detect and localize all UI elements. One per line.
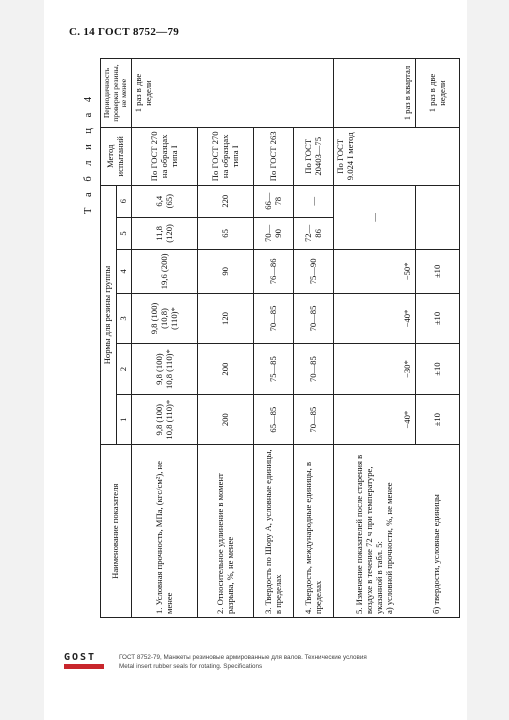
method-cell: По ГОСТ 270 на образцах типа I <box>132 128 198 186</box>
footer-title-ru: ГОСТ 8752-79, Манжеты резиновые армированные для валов. Технические условия <box>119 654 367 661</box>
value-cell: ±10 <box>416 293 460 344</box>
value-cell: — <box>334 185 416 249</box>
value-cell: 76—86 <box>254 250 294 294</box>
table-row <box>132 59 198 618</box>
value-cell: 70—85 <box>254 293 294 344</box>
group-2-header: 2 <box>116 344 132 395</box>
value-cell: 66—78 <box>254 185 294 217</box>
indicator-header: Наименование показателя <box>101 445 132 618</box>
value-cell: 200 <box>198 394 254 445</box>
value-cell: 9,8 (100) 10,8 (110)* <box>132 394 198 445</box>
value-cell: 72—86 <box>294 217 334 249</box>
gost-logo <box>64 653 104 669</box>
table-row <box>334 59 416 618</box>
value-cell: 120 <box>198 293 254 344</box>
value-cell: 11,8 (120) <box>132 217 198 249</box>
gost-logo-bar <box>64 664 104 669</box>
rotated-table-area <box>80 58 464 618</box>
value-cell: 19,6 (200) <box>132 250 198 294</box>
method-cell: По ГОСТ 270 на образцах типа I <box>198 128 254 186</box>
value-cell: 200 <box>198 344 254 395</box>
method-cell: По ГОСТ 20403—75 <box>294 128 334 186</box>
group-5-header: 5 <box>116 217 132 249</box>
period-cell: 1 раз в две недели <box>416 59 460 128</box>
value-cell: — <box>294 185 334 217</box>
page-header: С. 14 ГОСТ 8752—79 <box>69 26 180 38</box>
group-3-header: 3 <box>116 293 132 344</box>
table-row <box>294 59 334 618</box>
value-cell: 70—85 <box>294 344 334 395</box>
period-cell: 1 раз в две недели <box>132 59 334 128</box>
value-cell: ±10 <box>416 344 460 395</box>
value-cell-empty <box>416 185 460 249</box>
value-cell: 65—85 <box>254 394 294 445</box>
indicator-cell: б) твердости, условные единицы <box>416 445 460 618</box>
aging-subitem-a: а) условной прочности, %, не менее <box>383 482 394 614</box>
value-cell: 70—85 <box>294 394 334 445</box>
value-cell: 6,4 (65) <box>132 185 198 217</box>
indicator-cell <box>334 445 416 618</box>
value-cell: 90 <box>198 250 254 294</box>
footer-title-en: Metal insert rubber seals for rotating. Specifications <box>119 663 263 670</box>
value-cell: 9,8 (100) 10,8 (110)* <box>132 344 198 395</box>
value-cell: −50* <box>334 250 416 294</box>
table-row <box>198 59 254 618</box>
value-cell: −40* <box>334 394 416 445</box>
value-cell: 70—85 <box>294 293 334 344</box>
norm-group-header: Нормы для резины группы <box>101 185 117 445</box>
rotated-table-content <box>80 58 464 618</box>
group-1-header: 1 <box>116 394 132 445</box>
aging-description: 5. Изменение показателей после старения в воздухе в течение 72 ч при температуре, указанной в табл. 5: <box>354 454 384 614</box>
group-4-header: 4 <box>116 250 132 294</box>
table-row <box>254 59 294 618</box>
period-cell: 1 раз в квартал <box>334 59 416 128</box>
value-cell: 75—85 <box>254 344 294 395</box>
indicator-cell: 3. Твердость по Шору А, условные единицы, в пределах <box>254 445 294 618</box>
gost-logo-text: GOST <box>64 652 97 663</box>
footer-text <box>119 653 367 671</box>
value-cell: ±10 <box>416 250 460 294</box>
value-cell: ±10 <box>416 394 460 445</box>
method-header: Метод испытаний <box>101 128 132 186</box>
value-cell: 9,8 (100) (10,8) (110)* <box>132 293 198 344</box>
value-cell: 75—90 <box>294 250 334 294</box>
method-cell: По ГОСТ 9.024 I метод <box>334 128 460 186</box>
value-cell: 70—90 <box>254 217 294 249</box>
value-cell: −30* <box>334 344 416 395</box>
indicator-cell: 4. Твердость, международные единицы, в пределах <box>294 445 334 618</box>
value-cell: 65 <box>198 217 254 249</box>
group-6-header: 6 <box>116 185 132 217</box>
norms-table <box>100 58 460 618</box>
table-caption: Т а б л и ц а 4 <box>83 92 94 214</box>
document-footer <box>44 648 467 676</box>
header-row-1 <box>101 59 117 618</box>
value-cell: −40* <box>334 293 416 344</box>
period-header: Периодичность проверки резины, не менее <box>101 59 132 128</box>
value-cell: 220 <box>198 185 254 217</box>
indicator-cell: 2. Относительное удлинение в момент разрыва, %, не менее <box>198 445 254 618</box>
method-cell: По ГОСТ 263 <box>254 128 294 186</box>
indicator-cell: 1. Условная прочность, МПа, (кгс/см²), не менее <box>132 445 198 618</box>
